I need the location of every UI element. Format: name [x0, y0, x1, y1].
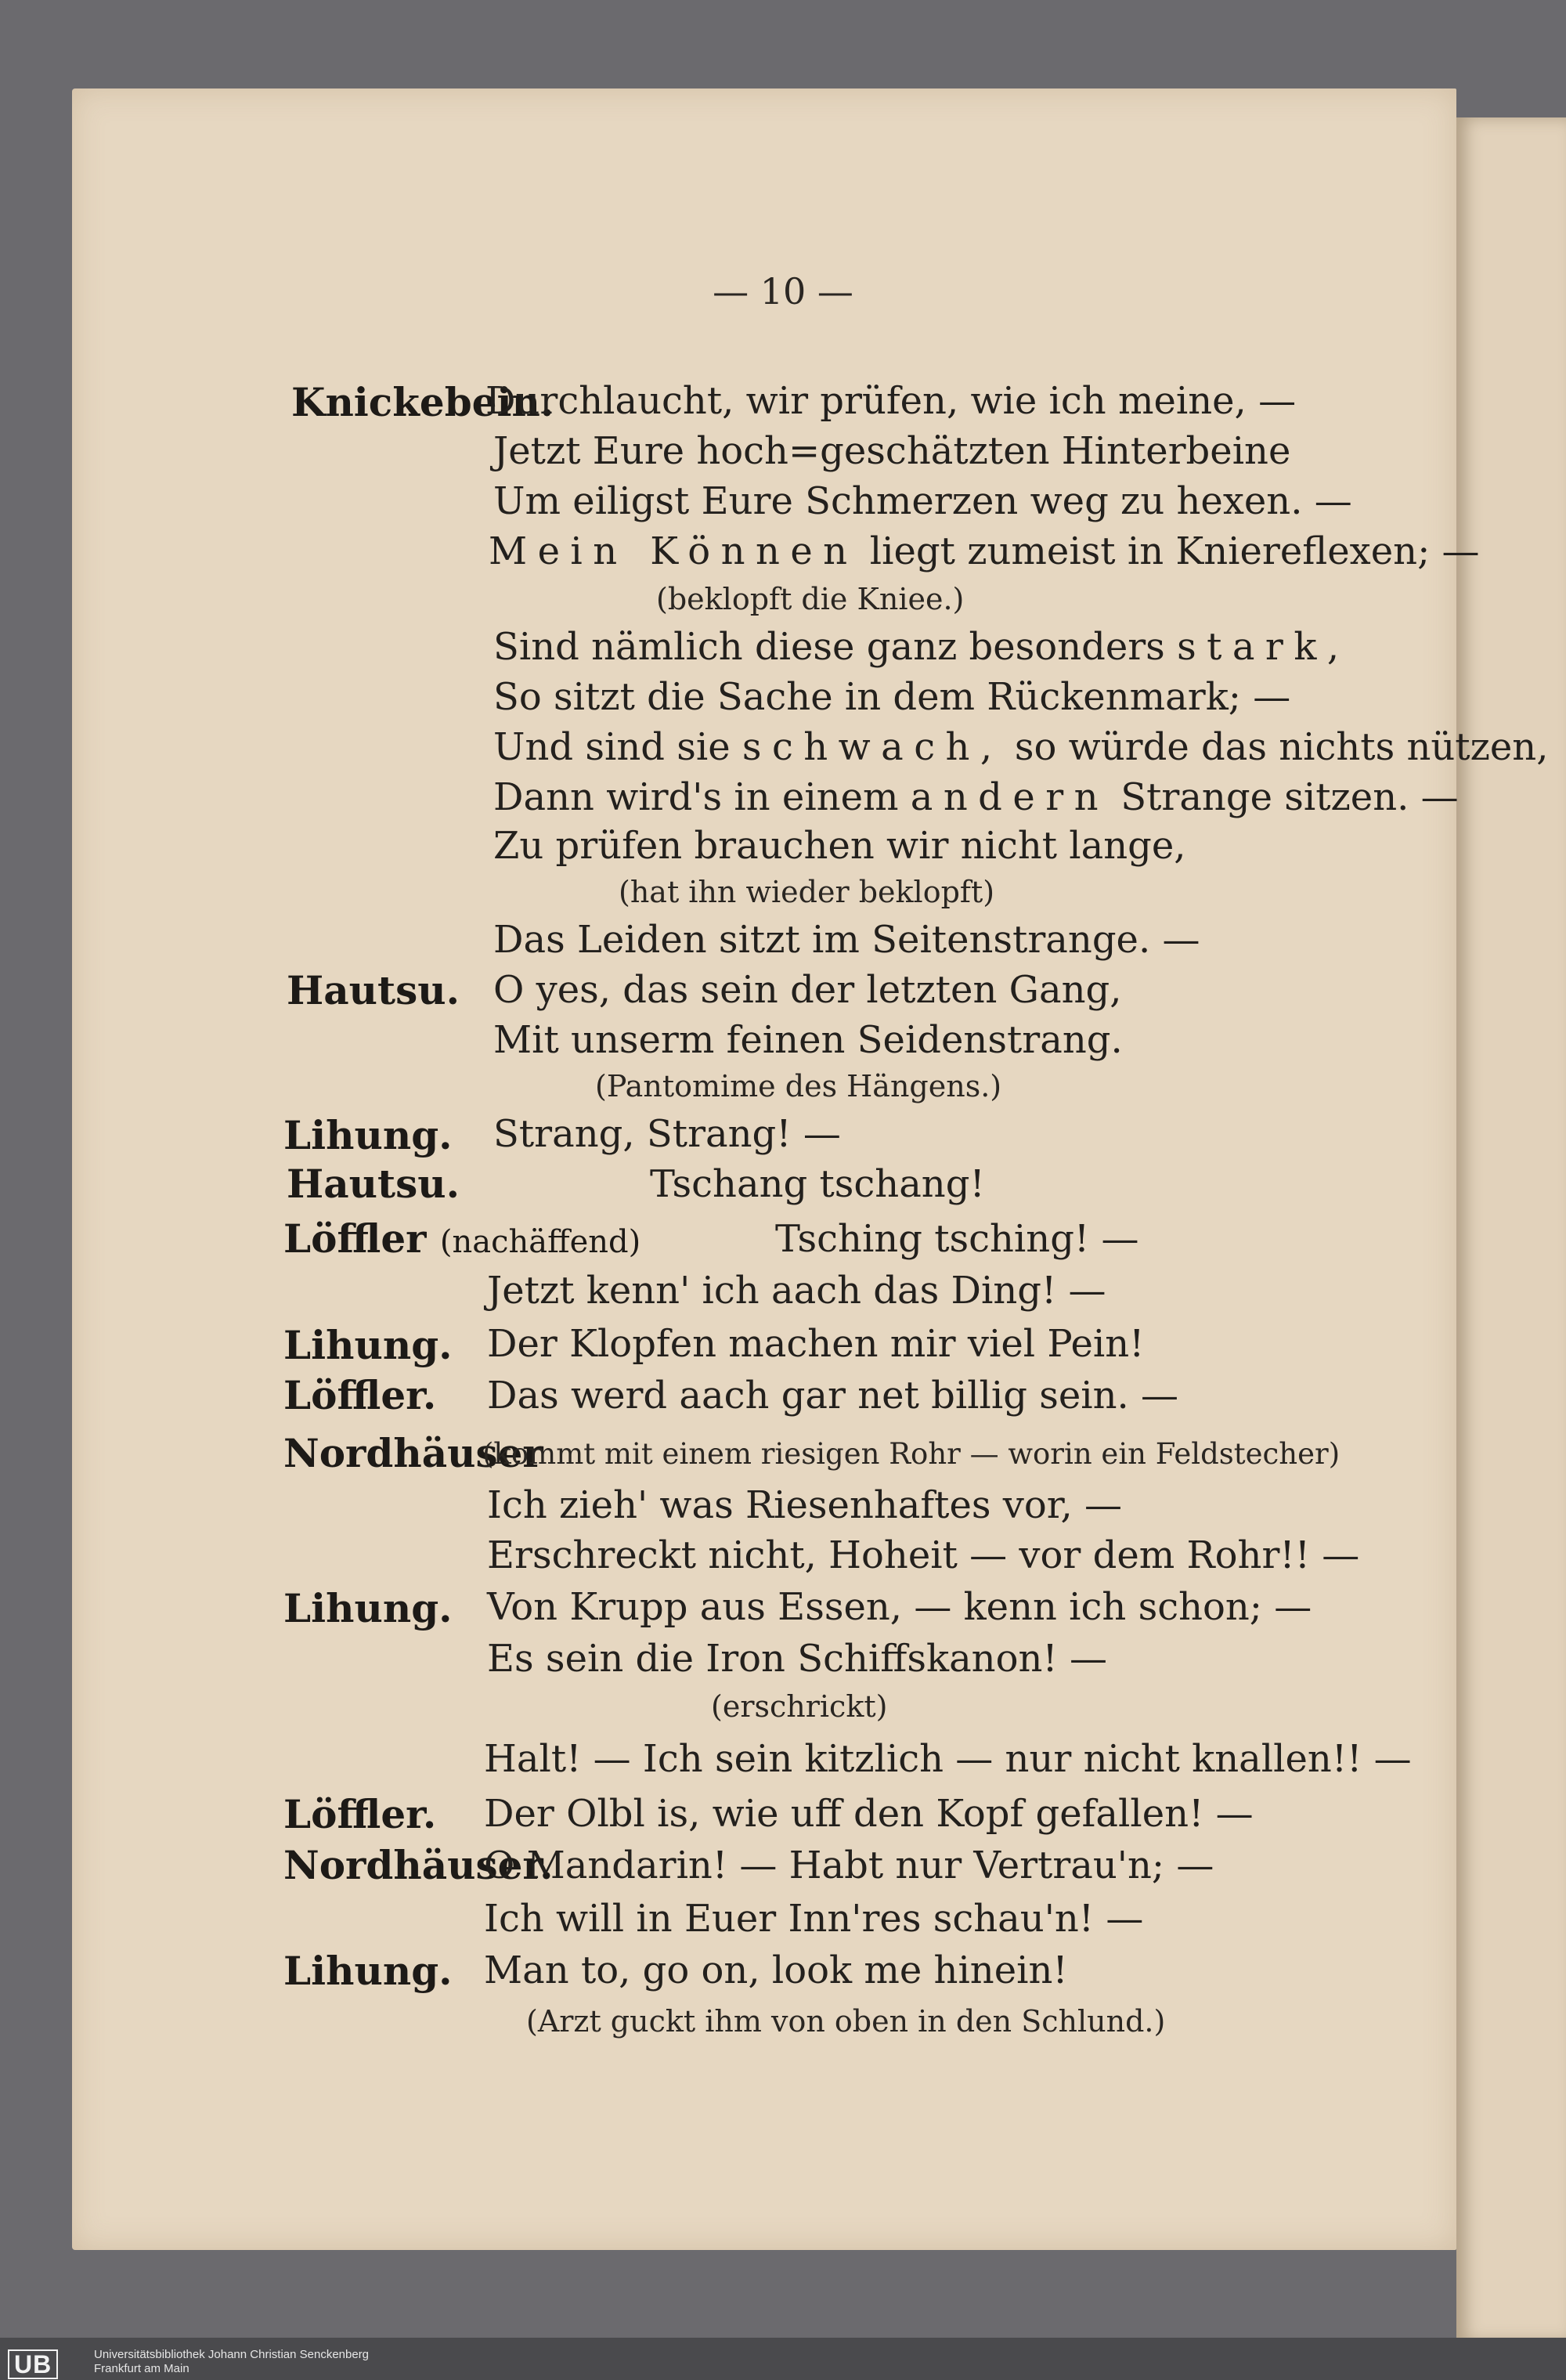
stage-direction: (erschrickt): [711, 1689, 888, 1724]
verse-line: O Mandarin! — Habt nur Vertrau'n; —: [484, 1844, 1214, 1887]
speaker-hautsu: Hautsu.: [287, 1161, 460, 1207]
verse-line: Erschreckt nicht, Hoheit — vor dem Rohr!! —: [487, 1533, 1360, 1577]
spaced-emphasis: Mein Können: [489, 529, 858, 573]
speaker-name: Löffler: [283, 1215, 427, 1262]
spaced-emphasis: stark,: [1177, 625, 1350, 669]
line-text: Und sind sie: [493, 725, 742, 769]
stage-direction: (Pantomime des Hängens.): [595, 1069, 1002, 1103]
speaker-nordhaeuser: Nordhäuser: [283, 1430, 543, 1476]
speaker-loeffler: Löffler.: [283, 1791, 437, 1837]
verse-line: Tsching tsching! —: [775, 1217, 1139, 1261]
spaced-emphasis: schwach,: [742, 725, 1003, 769]
verse-line: Man to, go on, look me hinein!: [484, 1948, 1068, 1992]
speaker-loeffler: [283, 1215, 640, 1266]
speaker-lihung: Lihung.: [283, 1112, 453, 1158]
verse-line: Um eiligst Eure Schmerzen weg zu hexen. —: [493, 479, 1352, 523]
verse-line: So sitzt die Sache in dem Rückenmark; —: [493, 675, 1291, 719]
speaker-hautsu: Hautsu.: [287, 967, 460, 1013]
stage-direction: (Arzt guckt ihm von oben in den Schlund.): [526, 2004, 1166, 2039]
verse-line: Durchlaucht, wir prüfen, wie ich meine, —: [485, 379, 1297, 423]
credit-line: Universitätsbibliothek Johann Christian Senckenberg: [94, 2348, 370, 2361]
verse-line: Das werd aach gar net billig sein. —: [487, 1374, 1179, 1418]
line-text: Dann wird's in einem: [493, 775, 911, 819]
verse-line: Es sein die Iron Schiffskanon! —: [487, 1637, 1107, 1681]
verse-line: Strang, Strang! —: [493, 1112, 841, 1156]
verse-line: Ich zieh' was Riesenhaftes vor, —: [487, 1483, 1122, 1527]
verse-line: Jetzt kenn' ich aach das Ding! —: [487, 1269, 1106, 1313]
verse-line: [489, 528, 1480, 575]
verse-line: Jetzt Eure hoch=geschätzten Hinterbeine: [493, 429, 1291, 473]
library-logo: UB: [8, 2349, 58, 2379]
speaker-lihung: Lihung.: [283, 1948, 453, 1994]
credit-line: Frankfurt am Main: [94, 2362, 189, 2375]
line-text: Sind nämlich diese ganz besonders: [493, 625, 1178, 669]
stage-direction: (beklopft die Kniee.): [656, 582, 965, 616]
line-text: liegt zumeist in Kniereflexen; —: [857, 529, 1480, 573]
line-text: Strange sitzen. —: [1108, 775, 1459, 819]
spaced-emphasis: andern: [910, 775, 1109, 819]
verse-line: [493, 623, 1350, 670]
verse-line: Zu prüfen brauchen wir nicht lange,: [493, 824, 1186, 868]
line-text: so würde das nichts nützen,: [1002, 725, 1549, 769]
page-number: — 10 —: [713, 270, 853, 312]
speaker-nordhaeuser: Nordhäuser.: [283, 1842, 554, 1888]
verse-line: Von Krupp aus Essen, — kenn ich schon; —: [487, 1585, 1312, 1629]
verse-line: Der Olbl is, wie uff den Kopf gefallen! —: [484, 1792, 1254, 1836]
speaker-loeffler: Löffler.: [283, 1372, 437, 1418]
verse-line: Das Leiden sitzt im Seitenstrange. —: [493, 918, 1200, 962]
verse-line: Ich will in Euer Inn'res schau'n! —: [484, 1897, 1144, 1941]
speaker-lihung: Lihung.: [283, 1585, 453, 1631]
speaker-knickebein: Knickebein.: [291, 379, 554, 425]
speaker-note: (nachäffend): [439, 1224, 641, 1260]
verse-line: [493, 724, 1548, 771]
speaker-lihung: Lihung.: [283, 1322, 453, 1368]
stage-direction: (hat ihn wieder beklopft): [619, 875, 995, 909]
verse-line: Halt! — Ich sein kitzlich — nur nicht knallen!! —: [484, 1737, 1412, 1781]
stage-direction: (kommt mit einem riesigen Rohr — worin ein Feldstecher): [482, 1437, 1340, 1471]
library-credit: [94, 2348, 369, 2376]
verse-line: [493, 774, 1459, 821]
verse-line: Mit unserm feinen Seidenstrang.: [493, 1018, 1123, 1062]
verse-line: Der Klopfen machen mir viel Pein!: [487, 1322, 1145, 1366]
verse-line: O yes, das sein der letzten Gang,: [493, 968, 1122, 1012]
facing-page-edge: [1456, 117, 1566, 2342]
verse-line: Tschang tschang!: [650, 1162, 985, 1206]
